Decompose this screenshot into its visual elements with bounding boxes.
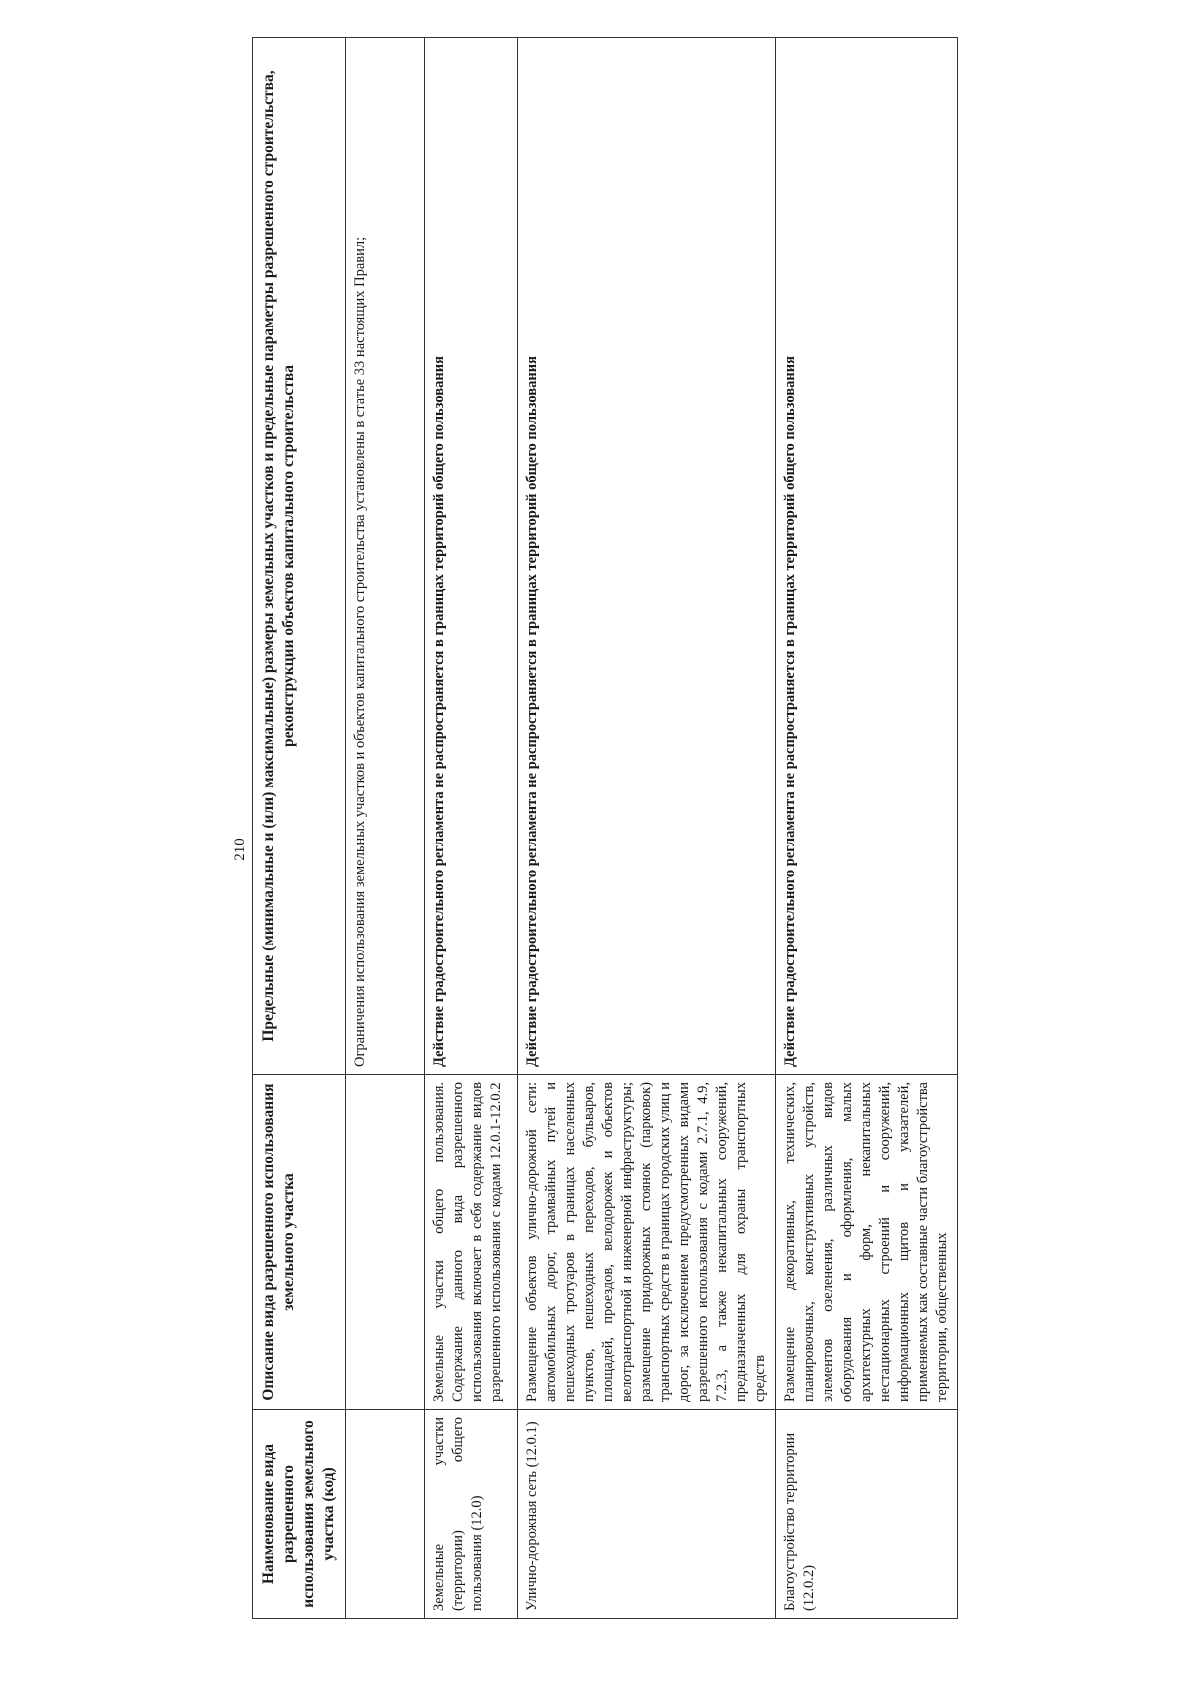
page-number: 210 — [232, 838, 248, 861]
cell-limit-text: Действие градостроительного регламента не распространяется в границах территорий общего пользования — [524, 356, 540, 1067]
table-header-row — [253, 38, 346, 1619]
cell-limit-parameters: Ограничения использования земельных участков и объектов капитального строительства установлены в статье 33 настоящих Правил; — [346, 38, 425, 1075]
regulation-table — [252, 37, 958, 1619]
cell-use-description: Земельные участки общего пользования. Содержание данного вида разрешенного использования включает в себя содержание видов разрешенного использования с кодами 12.0.1-12.0.2 — [425, 1075, 518, 1410]
cell-use-description: Размещение объектов улично-дорожной сети: автомобильных дорог, трамвайных путей и пешеходных тротуаров в границах населенных пунктов, пешеходных переходов, бульваров, площадей, проездов, велодорожек и объектов велотранспортной и инженерной инфраструктуры; размещение придорожных стоянок (парковок) транспортных средств в границах городских улиц и дорог, за исключением предусмотренных видами разрешенного использования с кодами 2.7.1, 4.9, 7.2.3, а также некапитальных сооружений, предназначенных для охраны транспортных средств — [518, 1075, 776, 1410]
cell-use-name: Улично-дорожная сеть (12.0.1) — [518, 1410, 776, 1619]
cell-use-name — [346, 1410, 425, 1619]
cell-limit-parameters — [518, 38, 776, 1075]
table-row — [518, 38, 776, 1619]
header-use-name: Наименование вида разрешенного использования земельного участка (код) — [253, 1410, 346, 1619]
cell-use-description — [346, 1075, 425, 1410]
cell-limit-parameters: Действие градостроительного регламента не распространяется в границах территорий общего пользования — [776, 38, 958, 1075]
table-row — [425, 38, 518, 1619]
header-limit-parameters: Предельные (минимальные и (или) максимальные) размеры земельных участков и предельные параметры разрешенного строительства, реконструкции объектов капитального строительства — [253, 38, 346, 1075]
table-row — [346, 38, 425, 1619]
cell-limit-parameters: Действие градостроительного регламента не распространяется в границах территорий общего пользования — [425, 38, 518, 1075]
table-row — [776, 38, 958, 1619]
cell-use-name: Благоустройство территории (12.0.2) — [776, 1410, 958, 1619]
cell-use-name: Земельные участки (территории) общего пользования (12.0) — [425, 1410, 518, 1619]
header-use-description: Описание вида разрешенного использования земельного участка — [253, 1075, 346, 1410]
cell-use-description: Размещение декоративных, технических, планировочных, конструктивных устройств, элементов озеленения, различных видов оборудования и оформления, малых архитектурных форм, некапитальных нестационарных строений и сооружений, информационных щитов и указателей, применяемых как составные части благоустройства территории, общественных — [776, 1075, 958, 1410]
